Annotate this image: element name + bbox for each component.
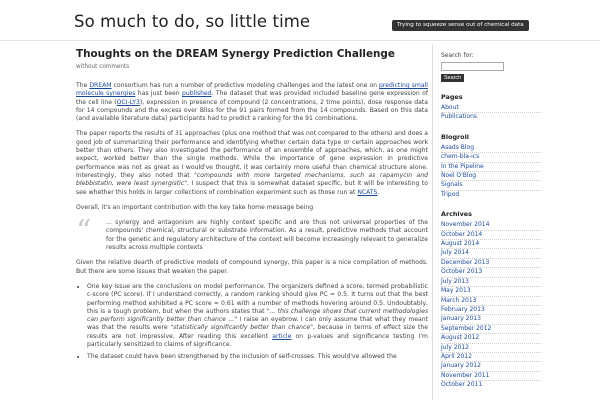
archive-item <box>441 286 541 295</box>
blogroll-link[interactable]: Noel O'Blog <box>441 172 477 180</box>
emphasis: compounds with more targeted mechanisms, such as rapamycin and blebbistatin, were least synergistic <box>76 171 429 188</box>
archive-item <box>441 380 541 389</box>
archives-list <box>441 221 541 389</box>
archive-item <box>441 333 541 342</box>
archive-link[interactable]: November 2011 <box>441 371 490 379</box>
blogroll-link[interactable]: Tripod <box>441 190 460 198</box>
archive-item <box>441 277 541 286</box>
blogroll-item <box>441 190 541 199</box>
blockquote <box>76 214 428 252</box>
archive-link[interactable]: September 2012 <box>441 324 492 332</box>
archive-link[interactable]: November 2014 <box>441 221 490 229</box>
search-input[interactable] <box>441 62 504 71</box>
main-content <box>76 48 428 366</box>
blogroll-item <box>441 171 541 180</box>
archive-item <box>441 324 541 333</box>
archive-item <box>441 361 541 370</box>
blogroll-link[interactable]: In the Pipeline <box>441 162 484 170</box>
archive-link[interactable]: December 2013 <box>441 258 490 266</box>
archive-item <box>441 267 541 276</box>
text: ), expression in presence of compound (2 concentrations, 2 time points), dose response data for 14 compounds and the excess over Bliss for the 91 pairs formed from the 14 compounds. Based on this data (and available literature data) participants had to predict a ranking for the 91 combinations. <box>76 98 429 123</box>
pages-item <box>441 112 541 121</box>
text: One key issue are the conclusions on model performance. The organizers defined a score, termed probabilistic c-score (PC score). If I understand correctly, a random ranking should give PC = 0.5. It turns out that the best performing method exhibited a PC score = 0.61 with a number of methods hovering around 0.5. Undoubtably, this is a tough problem, but when the authors states that " <box>87 282 428 315</box>
blogroll-link[interactable]: chem-bla-ics <box>441 153 480 161</box>
text: has just been <box>135 90 182 98</box>
paragraph-issues: Given the relative dearth of predictive models of compound synergy, this paper is a nice compilation of methods. But there are some issues that weaken the paper. <box>76 259 428 275</box>
pages-widget <box>441 93 541 122</box>
archive-link[interactable]: October 2013 <box>441 268 483 276</box>
archive-item <box>441 296 541 305</box>
list-item: • The dataset could have been strengthened by the inclusion of self-crosses. This would've allowed the <box>87 353 428 361</box>
widget-title-blogroll: Blogroll <box>441 132 469 141</box>
archive-item <box>441 230 541 239</box>
archive-item <box>441 221 541 229</box>
paragraph-results <box>76 130 428 196</box>
archive-item <box>441 314 541 323</box>
post-entry <box>76 82 428 362</box>
archive-link[interactable]: January 2012 <box>441 362 481 370</box>
archive-link[interactable]: March 2013 <box>441 296 477 304</box>
text: ", because in terms of effect size the results are not impressive. After reading this excellent <box>87 324 428 340</box>
archive-link[interactable]: July 2012 <box>441 343 469 351</box>
blogroll-widget <box>441 133 541 199</box>
list-item <box>87 283 428 349</box>
site-title[interactable]: So much to do, so little time <box>74 12 311 31</box>
blogroll-link[interactable]: Signals <box>441 181 463 189</box>
issues-list <box>76 283 428 362</box>
text: . The dataset that was provided included baseline gene expression of the cell line ( <box>76 90 428 106</box>
archive-link[interactable]: August 2014 <box>441 240 480 248</box>
archive-item <box>441 343 541 352</box>
paragraph-overall: Overall, it's an important contribution with the key take home message being <box>76 203 314 211</box>
archive-link[interactable]: January 2013 <box>441 315 481 323</box>
post-title[interactable]: Thoughts on the DREAM Synergy Prediction Challenge <box>76 48 395 60</box>
widget-title-pages: Pages <box>441 93 463 101</box>
link-ncats[interactable]: NCATS <box>357 188 378 196</box>
search-label: Search for: <box>441 52 474 59</box>
link-dream[interactable]: DREAM <box>89 82 112 89</box>
archives-widget <box>441 210 541 389</box>
link-published[interactable]: published <box>181 90 212 98</box>
emphasis: statistically significantly better than chance <box>173 324 311 332</box>
quote-mark-icon: “ <box>76 214 92 250</box>
archive-link[interactable]: October 2011 <box>441 381 483 389</box>
text: ". I suspect that this is somewhat dataset specific, but it will be interesting to see whether this holds in larger collections of combination experiment such as those run at <box>76 180 429 196</box>
pages-list <box>441 104 541 122</box>
link-cell-line[interactable]: OCI-LY3 <box>116 98 140 106</box>
archive-item <box>441 258 541 267</box>
text: " I raise an eyebrow. I can only assume that what they meant was that the results were " <box>87 316 428 332</box>
blogroll-item <box>441 152 541 161</box>
text: consortium has run a number of predictive modeling challenges and the latest one on <box>111 82 380 89</box>
emphasis: ... this challenge shows that current methodologies can perform significantly better than chance ... <box>87 307 428 324</box>
text: The paper reports the results of 31 approaches (plus one method that was not compared to the others) and does a good job of summarizing their performance and identifying whether certain data type or certain approaches work better than others. They also investigated the performance of an ensemble of approaches, which, as one might expect, worked better than the single methods. While the importance of gene expression in predictive performance was not as great as I would've thought, it was certainly more useful than chemical structure alone. Interestingly, they also noted that " <box>76 130 428 179</box>
blogroll-link[interactable]: Asads Blog <box>441 143 475 151</box>
archive-item <box>441 371 541 380</box>
site-header <box>0 0 600 41</box>
archive-link[interactable]: October 2014 <box>441 230 483 238</box>
archive-link[interactable]: February 2013 <box>441 305 485 313</box>
archive-link[interactable]: July 2014 <box>441 249 469 257</box>
quote-text: ... synergy and antagonism are highly context specific and are thus not universal properties of the compounds' chemical, structural or substrate information. As a result, predictive methods that account for the genetic and regulatory architecture of the context will become increasingly relevant to generalize results across multiple contexts <box>106 219 428 252</box>
archive-link[interactable]: August 2012 <box>441 334 480 342</box>
link-article[interactable]: article <box>272 332 292 340</box>
site-tagline: Trying to squeeze sense out of chemical data <box>392 20 529 31</box>
archive-link[interactable]: April 2012 <box>441 352 472 360</box>
archive-item <box>441 248 541 257</box>
page-link[interactable]: Publications <box>441 113 478 121</box>
pages-item <box>441 104 541 112</box>
text: on p-values and significance testing I'm particularly sensitized to claims of significance. <box>87 332 428 349</box>
archive-item <box>441 305 541 314</box>
sidebar <box>432 44 600 400</box>
post-comments-link[interactable]: without comments <box>76 64 130 70</box>
archive-link[interactable]: May 2013 <box>441 287 471 295</box>
link-predicting-synergies[interactable]: predicting small molecule synergies <box>76 82 428 98</box>
blogroll-item <box>441 180 541 189</box>
page-link[interactable]: About <box>441 104 459 111</box>
blogroll-item <box>441 162 541 171</box>
text: The <box>76 82 90 89</box>
blogroll-item <box>441 144 541 152</box>
text: . <box>377 188 380 196</box>
blogroll-list <box>441 144 541 199</box>
archive-link[interactable]: July 2013 <box>441 277 469 285</box>
search-button[interactable]: Search <box>441 74 464 82</box>
widget-title-archives: Archives <box>441 210 472 219</box>
paragraph-intro <box>76 82 428 123</box>
archive-item <box>441 352 541 361</box>
archive-item <box>441 239 541 248</box>
